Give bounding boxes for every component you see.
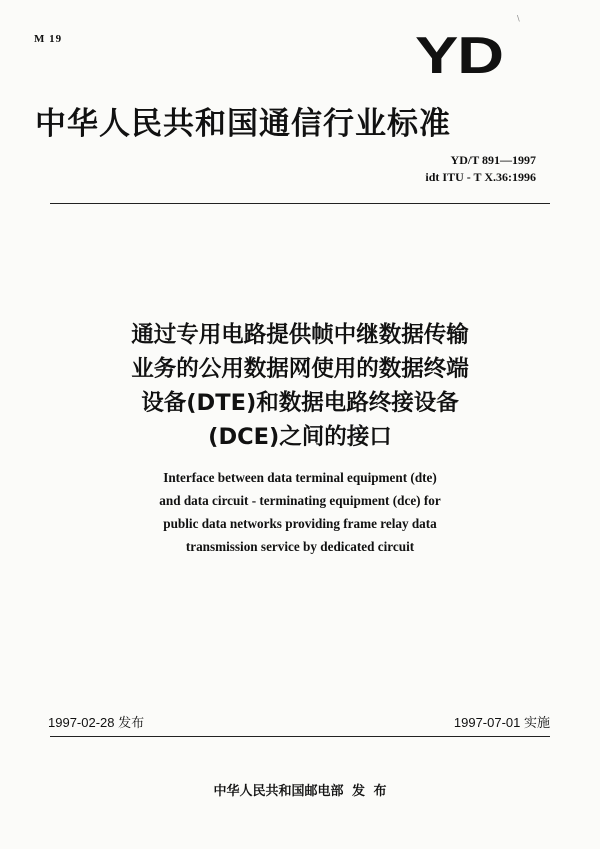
classification-code: M 19 (34, 33, 63, 45)
chinese-title (0, 318, 600, 454)
equivalence-code: idt ITU - T X.36:1996 (425, 170, 536, 184)
standard-number-block (425, 152, 536, 186)
issue-date: 1997-02-28 发布 (48, 715, 145, 730)
chinese-title-line: 通过专用电路提供帧中继数据传输 (131, 322, 469, 348)
standard-category-heading: 中华人民共和国通信行业标准 (35, 106, 451, 142)
scan-mark: \ (517, 14, 520, 23)
chinese-title-line: 业务的公用数据网使用的数据终端 (131, 356, 469, 382)
standard-number: YD/T 891—1997 (450, 153, 536, 167)
chinese-title-line: (DCE)之间的接口 (208, 424, 392, 450)
english-title-line: transmission service by dedicated circuit (185, 539, 415, 554)
yd-logo: YD (415, 27, 503, 85)
english-title-line: Interface between data terminal equipment (dte) (163, 470, 437, 485)
english-title-line: and data circuit - terminating equipment (dce) for (159, 493, 441, 508)
implementation-date: 1997-07-01 实施 (453, 715, 550, 730)
top-divider (50, 203, 550, 204)
english-title-line: public data networks providing frame relay data (163, 516, 437, 531)
publisher: 中华人民共和国邮电部 发 布 (213, 784, 387, 799)
english-title (0, 466, 600, 558)
bottom-divider (50, 736, 550, 737)
chinese-title-line: 设备(DTE)和数据电路终接设备 (141, 390, 459, 416)
